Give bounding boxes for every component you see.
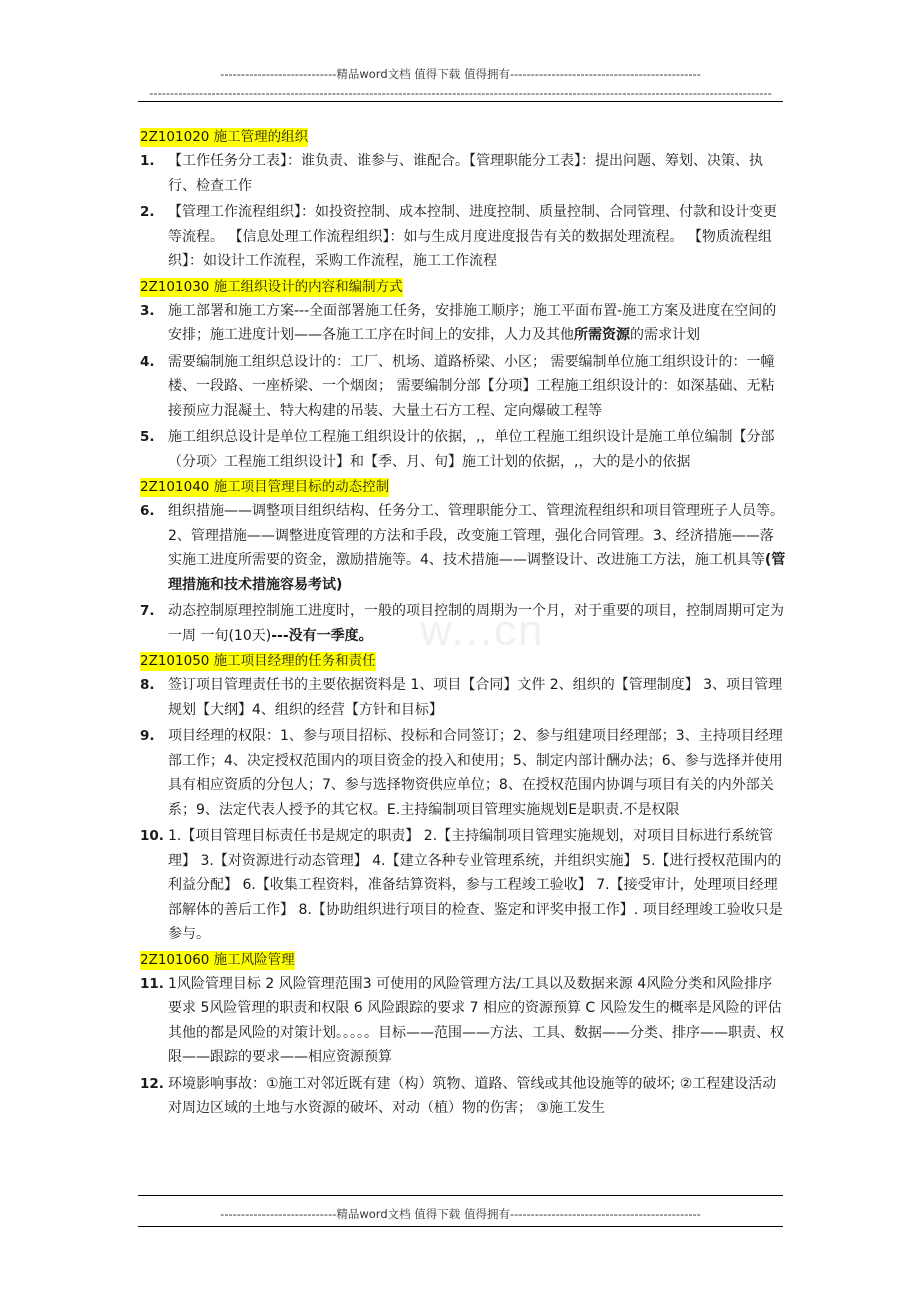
list-item [138, 824, 786, 947]
item-text: 1风险管理目标 2 风险管理范围3 可使用的风险管理方法/工具以及数据来源 4风险分类和风险排序要求 5风险管理的职责和权限 6 风险跟踪的要求 7 相应的资源预算 C 风险发生的概率是风险的评估 其他的都是风险的对策计划。。。。。目标——范围——方法、工具、数据——分类、排序——职责、权限——跟踪的要求——相应资源预算 [168, 975, 784, 1065]
item-bold-text: 所需资源 [574, 327, 630, 343]
item-text: 项目经理的权限：1、参与项目招标、投标和合同签订；2、参与组建项目经理部；3、主持项目经理部工作；4、决定授权范围内的项目资金的投入和使用；5、制定内部计酬办法；6、参与选择并使用具有相应资质的分包人；7、参与选择物资供应单位；8、在授权范围内协调与项目有关的内外部关系；9、法定代表人授予的其它权。E.主持编制项目管理实施规划E是职责.不是权限 [168, 728, 783, 818]
item-text: 签订项目管理责任书的主要依据资料是 1、项目【合同】文件 2、组织的【管理制度】 3、项目管理规划【大纲】4、组织的经营【方针和目标】 [168, 677, 783, 718]
item-number: 11. [140, 975, 164, 992]
watermark: w...cn [420, 606, 545, 655]
item-number: 10. [140, 828, 164, 844]
item-text: 【管理工作流程组织】：如投资控制、成本控制、进度控制、质量控制、合同管理、付款和设计变更等流程。 【信息处理工作流程组织】：如与生成月度进度报告有关的数据处理流程。 【物质流程组织】：如设计工作流程，采购工作流程，施工工作流程 [168, 204, 777, 269]
list-item [138, 200, 786, 274]
item-number: 8. [140, 677, 155, 693]
footer-rule-bottom [138, 1226, 783, 1227]
footer-rule [138, 1195, 783, 1196]
item-text: 动态控制原理控制施工进度时，一般的项目控制的周期为一个月，对于重要的项目，控制周期可定为 一周 一旬(10天) [168, 603, 784, 644]
item-text: 需要编制施工组织总设计的：工厂、机场、道路桥梁、小区； 需要编制单位施工组织设计的：一幢楼、一段路、一座桥梁、一个烟囱； 需要编制分部【分项】工程施工组织设计的：如深基础、无粘接预应力混凝土、特大构建的吊装、大量土石方工程、定向爆破工程等 [168, 353, 775, 419]
item-text: 【工作任务分工表】：谁负责、谁参与、谁配合。【管理职能分工表】：提出问题、筹划、决策、执行、检查工作 [168, 153, 763, 194]
list-item [138, 673, 786, 722]
item-text: 施工部署和施工方案---全面部署施工任务，安排施工顺序；施工平面布置-施工方案及进度在空间的安排；施工进度计划——各施工工序在时间上的安排，人力及其他 [168, 302, 777, 343]
list-item [138, 149, 786, 198]
document-body [138, 126, 786, 1123]
item-number: 5. [140, 429, 155, 445]
footer-text: ----------------------------精品word文档 值得下载 值得拥有---------------------------------------------- [220, 1207, 701, 1221]
section-heading: 2Z101040 施工项目管理目标的动态控制 [140, 479, 390, 495]
item-number: 1. [140, 153, 155, 169]
item-text: 1.【项目管理目标责任书是规定的职责】 2.【主持编制项目管理实施规划，对项目目标进行系统管理】 3.【对资源进行动态管理】 4.【建立各种专业管理系统，并组织实施】 5.【进行授权范围内的利益分配】 6.【收集工程资料，准备结算资料，参与工程竣工验收】 7.【接受审计，处理项目经理部解体的善后工作】 8.【协助组织进行项目的检查、鉴定和评奖申报工作】. 项目经理竣工验收只是参与。 [168, 828, 783, 942]
header-title: ----------------------------精品word文档 值得下载 值得拥有---------------------------------------------- [220, 67, 701, 81]
item-text: 施工组织总设计是单位工程施工组织设计的依据，,，单位工程施工组织设计是施工单位编制【分部（分项〉工程施工组织设计】和【季、月、旬】施工计划的依据，,，大的是小的依据 [168, 429, 775, 470]
item-number: 2. [140, 204, 155, 220]
item-text-tail: 的需求计划 [630, 327, 700, 343]
list-item [138, 599, 786, 648]
list-item [138, 972, 786, 1070]
list-item [138, 350, 786, 424]
item-number: 3. [140, 302, 155, 319]
item-number: 7. [140, 603, 155, 619]
section-heading: 2Z101060 施工风险管理 [140, 951, 295, 968]
section-heading: 2Z101050 施工项目经理的任务和责任 [140, 653, 376, 669]
header-rule [138, 101, 783, 102]
header-dashes: ------------------------------------------------------------------------------------------------------------------------------------------------------ [149, 86, 772, 100]
item-number: 9. [140, 728, 155, 744]
list-item [138, 1072, 786, 1121]
item-number: 12. [140, 1075, 164, 1092]
item-number: 4. [140, 353, 155, 370]
section-heading: 2Z101030 施工组织设计的内容和编制方式 [140, 278, 403, 295]
item-bold-text: ---没有一季度。 [271, 627, 373, 644]
list-item [138, 724, 786, 822]
section-heading: 2Z101020 施工管理的组织 [140, 129, 309, 145]
list-item [138, 499, 786, 597]
item-number: 6. [140, 503, 155, 519]
list-item [138, 425, 786, 474]
item-bold-text: (管理措施和技术措施容易考试) [168, 552, 786, 593]
item-text: 组织措施——调整项目组织结构、任务分工、管理职能分工、管理流程组织和项目管理班子人员等。2、管理措施——调整进度管理的方法和手段，改变施工管理，强化合同管理。3、经济措施——落实施工进度所需要的资金，激励措施等。4、技术措施——调整设计、改进施工方法，施工机具等 [168, 503, 784, 568]
item-text: 环境影响事故：①施工对邻近既有建（构）筑物、道路、管线或其他设施等的破坏; ②工程建设活动对周边区域的土地与水资源的破坏、对动（植）物的伤害； ③施工发生 [168, 1075, 777, 1116]
list-item [138, 299, 786, 348]
